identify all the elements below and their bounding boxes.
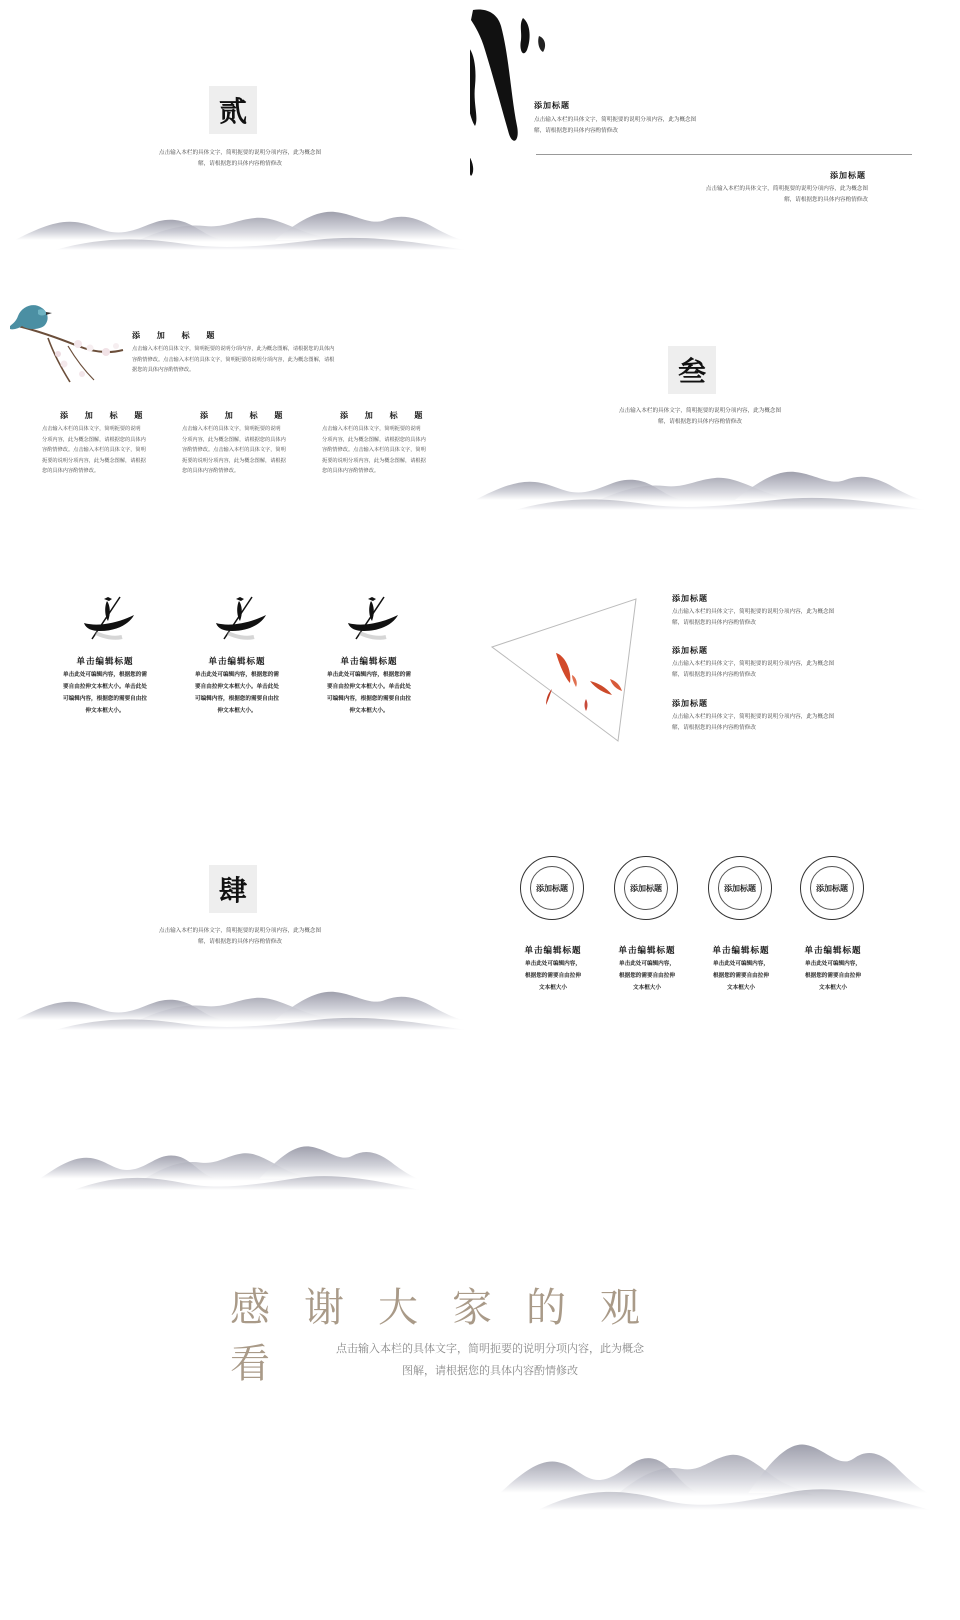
desc-line: 单击此处可编辑内容，根据您的需 — [195, 672, 279, 678]
desc-line: 文本框大小 — [819, 985, 847, 991]
column-text — [182, 424, 304, 477]
circle-badge — [708, 856, 772, 920]
desc-line: 单击此处可编辑内容，根据您的需 — [327, 672, 411, 678]
circle-title: 单击编辑标题 — [524, 946, 582, 956]
desc-line: 根据您的需要自由拉伸 — [525, 973, 581, 979]
desc-line: 解，请根据您的具体内容酌情修改 — [534, 128, 618, 134]
slide-boatman-columns — [10, 545, 470, 785]
top-description — [132, 344, 372, 376]
desc-line: 点击输入本栏的具体文字，简明扼要的说明 — [182, 426, 281, 432]
circle-title: 单击编辑标题 — [804, 946, 862, 956]
desc-line: 点击输入本栏的具体文字，简明扼要的说明分项内容，此为概念 — [336, 1342, 644, 1355]
circle-title: 单击编辑标题 — [712, 946, 770, 956]
koi-triangle-image — [490, 595, 640, 745]
slide-chapter-two — [10, 0, 470, 250]
item-description — [672, 712, 902, 734]
column-title: 添 加 标 题 — [200, 411, 290, 420]
column-text — [50, 669, 160, 717]
desc-line: 您的具体内容酌情修改。 — [42, 468, 100, 474]
desc-line: 点击输入本栏的具体文字，简明扼要的说明分项内容，此为概念图 — [672, 714, 835, 720]
ink-brush-stroke-image — [470, 6, 555, 176]
chapter-description — [570, 406, 830, 428]
slide-chapter-three — [470, 270, 930, 510]
column-title: 单击编辑标题 — [76, 657, 134, 667]
column-title: 单击编辑标题 — [340, 657, 398, 667]
desc-line: 图解，请根据您的具体内容酌情修改 — [402, 1364, 578, 1377]
ink-mountains-image — [500, 1390, 930, 1510]
chapter-description — [110, 926, 370, 948]
circle-badge — [520, 856, 584, 920]
desc-line: 您的具体内容酌情修改。 — [322, 468, 380, 474]
ink-mountains-image — [40, 1110, 420, 1190]
desc-line: 点击输入本栏的具体文字，简明扼要的说明分项内容，此为概念图 — [705, 186, 868, 192]
slide-brush-titles — [470, 0, 930, 250]
slide-bird-columns — [10, 270, 470, 510]
desc-line: 点击输入本栏的具体文字，简明扼要的说明 — [322, 426, 421, 432]
desc-line: 解，请根据您的具体内容酌情修改 — [658, 419, 742, 425]
boatman-silhouette-icon — [210, 593, 270, 643]
chapter-number: 贰 — [218, 95, 247, 128]
desc-line: 根据您的需要自由拉伸 — [619, 973, 675, 979]
desc-line: 容酌情修改。点击输入本栏的具体文字，简明 — [42, 447, 146, 453]
column-text — [42, 424, 164, 477]
slide-chapter-four — [10, 810, 470, 1060]
circle-label: 添加标题 — [624, 866, 668, 910]
chapter-number-box — [209, 865, 257, 913]
desc-line: 可编辑内容，根据您的需要自由拉 — [195, 696, 279, 702]
desc-line: 您的具体内容酌情修改。 — [182, 468, 240, 474]
desc-line: 扼要的说明分项内容，此为概念图解，请根据 — [42, 457, 146, 464]
column-text — [314, 669, 424, 717]
desc-line: 解，请根据您的具体内容酌情修改 — [672, 620, 756, 626]
circle-title: 单击编辑标题 — [618, 946, 676, 956]
desc-line: 点击输入本栏的具体文字，简明扼要的说明分项内容，此为概念图 — [158, 928, 322, 934]
boatman-silhouette-icon — [342, 593, 402, 643]
desc-line: 根据您的需要自由拉伸 — [713, 973, 769, 979]
desc-line: 分项内容，此为概念图解，请根据您的具体内 — [42, 436, 146, 443]
desc-line: 解，请根据您的具体内容酌情修改 — [672, 672, 756, 678]
circle-badge — [800, 856, 864, 920]
circle-label: 添加标题 — [530, 866, 574, 910]
boatman-silhouette-icon — [78, 593, 138, 643]
column-text — [182, 669, 292, 717]
thanks-title: 感谢大家的观看 — [230, 1285, 674, 1387]
desc-line: 文本框大小 — [727, 985, 755, 991]
desc-line: 分项内容，此为概念图解，请根据您的具体内 — [322, 436, 426, 443]
desc-line: 可编辑内容，根据您的需要自由拉 — [327, 696, 411, 702]
desc-line: 要自由拉伸文本框大小。单击此处 — [327, 684, 411, 690]
desc-line: 点击输入本栏的具体文字，简明扼要的说明分项内容，此为概念图 — [158, 150, 322, 156]
column-text — [322, 424, 444, 477]
desc-line: 根据您的需要自由拉伸 — [805, 973, 861, 979]
slide-four-circles — [470, 810, 930, 1060]
slide-koi-triangle — [470, 545, 930, 785]
section-description — [534, 115, 784, 137]
ink-mountains-image — [470, 440, 930, 510]
desc-line: 解，请根据您的具体内容酌情修改 — [784, 197, 868, 203]
ink-mountains-image — [10, 960, 470, 1030]
circle-text — [778, 958, 888, 994]
desc-line: 可编辑内容，根据您的需要自由拉 — [63, 696, 147, 702]
desc-line: 单击此处可编辑内容， — [619, 961, 675, 967]
desc-line: 解，请根据您的具体内容酌情修改 — [198, 161, 282, 167]
item-title: 添加标题 — [672, 594, 708, 603]
circle-label: 添加标题 — [718, 866, 762, 910]
section-description — [620, 184, 868, 206]
item-description — [672, 607, 902, 629]
desc-line: 解，请根据您的具体内容酌情修改 — [198, 939, 282, 945]
chapter-description — [110, 148, 370, 170]
bird-on-branch-image — [10, 286, 128, 396]
desc-line: 扼要的说明分项内容，此为概念图解，请根据 — [182, 457, 286, 464]
top-title: 添 加 标 题 — [132, 331, 222, 340]
desc-line: 点击输入本栏的具体文字，简明扼要的说明分项内容，此为概念图 — [618, 408, 782, 414]
desc-line: 要自由拉伸文本框大小。单击此处 — [63, 684, 147, 690]
item-title: 添加标题 — [672, 646, 708, 655]
desc-line: 分项内容，此为概念图解，请根据您的具体内 — [182, 436, 286, 443]
desc-line: 文本框大小 — [539, 985, 567, 991]
item-description — [672, 659, 902, 681]
chapter-number-box — [209, 86, 257, 134]
desc-line: 据您的具体内容酌情修改。 — [132, 367, 195, 373]
desc-line: 单击此处可编辑内容， — [805, 961, 861, 967]
item-title: 添加标题 — [672, 699, 708, 708]
chapter-number: 叁 — [677, 355, 706, 388]
desc-line: 伸文本框大小。 — [85, 708, 125, 714]
desc-line: 点击输入本栏的具体文字，简明扼要的说明分项内容，此为概念图 — [672, 609, 835, 615]
desc-line: 解，请根据您的具体内容酌情修改 — [672, 725, 756, 731]
desc-line: 容酌情修改。点击输入本栏的具体文字，简明 — [182, 447, 286, 453]
section-title: 添加标题 — [534, 101, 570, 110]
ink-mountains-image — [10, 180, 470, 250]
desc-line: 点击输入本栏的具体文字，简明扼要的说明分项内容，此为概念图 — [672, 661, 835, 667]
column-title: 添 加 标 题 — [60, 411, 150, 420]
circle-badge — [614, 856, 678, 920]
desc-line: 容酌情修改。点击输入本栏的具体文字，简明扼要的说明分项内容，此为概念图解，请根 — [132, 356, 335, 363]
desc-line: 点击输入本栏的具体文字，简明扼要的说明分项内容，此为概念图 — [534, 117, 697, 123]
thanks-description — [310, 1338, 670, 1382]
desc-line: 点击输入本栏的具体文字，简明扼要的说明分项内容，此为概念图解，请根据您的具体内 — [132, 346, 335, 352]
desc-line: 单击此处可编辑内容，根据您的需 — [63, 672, 147, 678]
desc-line: 单击此处可编辑内容， — [525, 961, 581, 967]
desc-line: 点击输入本栏的具体文字，简明扼要的说明 — [42, 426, 141, 432]
desc-line: 要自由拉伸文本框大小。单击此处 — [195, 684, 279, 690]
column-title: 单击编辑标题 — [208, 657, 266, 667]
desc-line: 伸文本框大小。 — [217, 708, 257, 714]
section-title: 添加标题 — [830, 171, 866, 180]
desc-line: 文本框大小 — [633, 985, 661, 991]
circle-label: 添加标题 — [810, 866, 854, 910]
chapter-number: 肆 — [218, 874, 247, 907]
divider-line — [536, 154, 912, 155]
desc-line: 单击此处可编辑内容， — [713, 961, 769, 967]
desc-line: 容酌情修改。点击输入本栏的具体文字，简明 — [322, 447, 426, 453]
desc-line: 伸文本框大小。 — [349, 708, 389, 714]
column-title: 添 加 标 题 — [340, 411, 430, 420]
chapter-number-box — [668, 346, 716, 394]
desc-line: 扼要的说明分项内容，此为概念图解，请根据 — [322, 457, 426, 464]
slide-thanks — [10, 1080, 930, 1600]
